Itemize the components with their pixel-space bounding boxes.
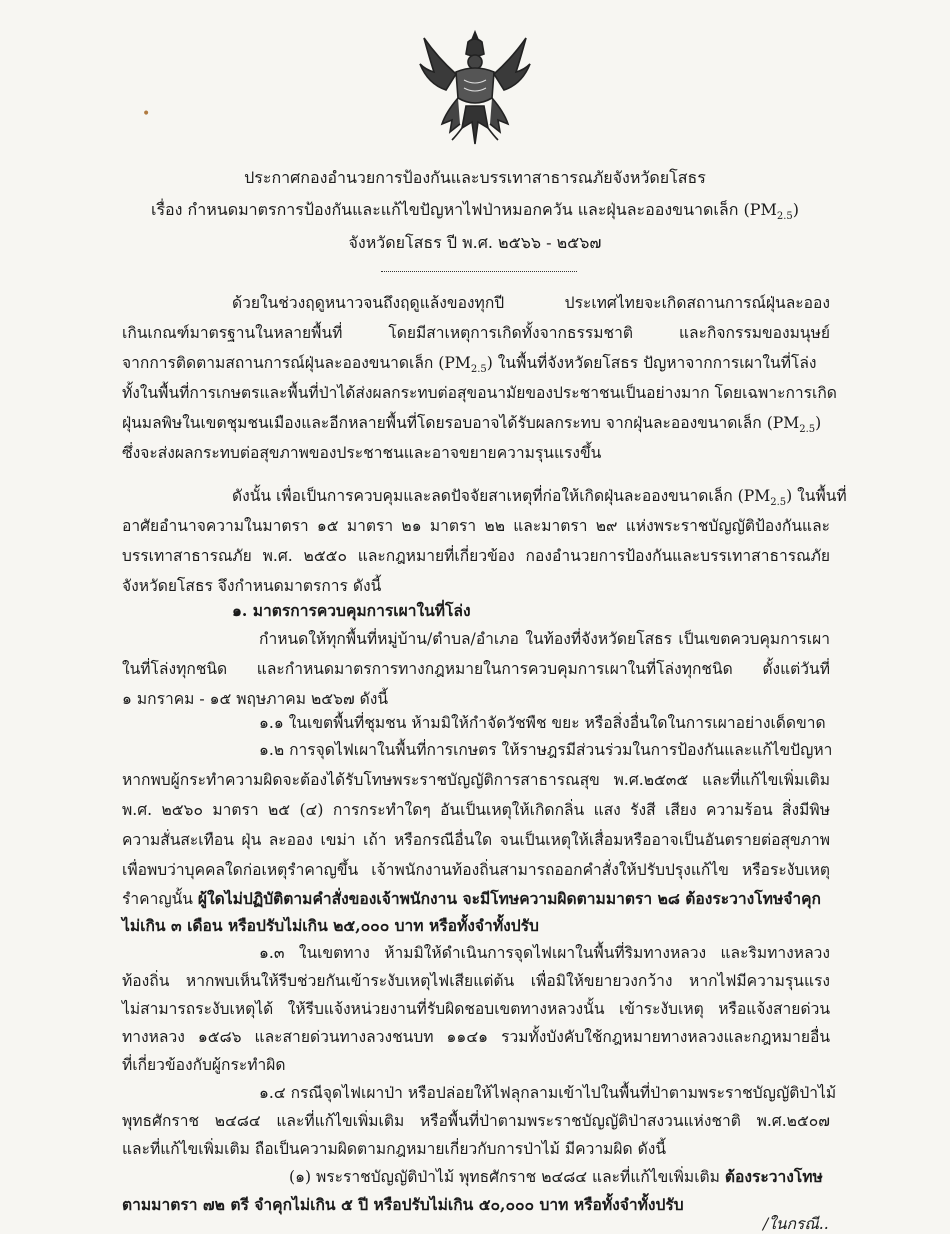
clause-1-4-1-line: (๑) พระราชบัญญัติป่าไม้ พุทธศักราช ๒๔๘๔ และที่แก้ไขเพิ่มเติม ต้องระวางโทษ [289, 1167, 823, 1186]
clause-1-2-line: ไม่เกิน ๓ เดือน หรือปรับไม่เกิน ๒๕,๐๐๐ บาท หรือทั้งจำทั้งปรับ [122, 916, 539, 935]
garuda-emblem [416, 28, 534, 150]
p1-line: ฝุ่นมลพิษในเขตชุมชนเมืองและอีกหลายพื้นที่โดยรอบอาจได้รับผลกระทบ จากฝุ่นละอองขนาดเล็ก $(PM_{2.5})$ [122, 414, 822, 436]
section-1-heading: ๑. มาตรการควบคุมการเผาในที่โล่ง [232, 601, 471, 620]
dotted-divider [381, 271, 577, 272]
p1-line: ทั้งในพื้นที่การเกษตรและพื้นที่ป่าได้ส่งผลกระทบต่อสุขอนามัยของประชาชนเป็นอย่างมาก โดยเฉพาะการเกิด [122, 384, 837, 402]
p1-line: จากการติดตามสถานการณ์ฝุ่นละอองขนาดเล็ก $(PM_{2.5})$ ในพื้นที่จังหวัดยโสธร ปัญหาจากการเผาในที่โล่ง [122, 354, 817, 376]
p1-line: ซึ่งจะส่งผลกระทบต่อสุขภาพของประชาชนและอาจขยายความรุนแรงขึ้น [122, 444, 602, 462]
clause-1-2-line: หากพบผู้กระทำความผิดจะต้องได้รับโทษพระราชบัญญัติการสาธารณสุข พ.ศ.๒๕๓๕ และที่แก้ไขเพิ่มเติม [122, 771, 830, 789]
org-title: ประกาศกองอำนวยการป้องกันและบรรเทาสาธารณภัยจังหวัดยโสธร [244, 168, 706, 187]
clause-1-4-line: พุทธศักราช ๒๔๘๔ และที่แก้ไขเพิ่มเติม หรือพื้นที่ป่าตามพระราชบัญญัติป่าสงวนแห่งชาติ พ.ศ.๒๕๐๗ [122, 1112, 830, 1130]
p2-line: อาศัยอำนาจความในมาตรา ๑๕ มาตรา ๒๑ มาตรา ๒๒ และมาตรา ๒๙ แห่งพระราชบัญญัติป้องกันและ [122, 517, 830, 535]
paper-speck: • [142, 106, 151, 122]
clause-1-2-line: ๑.๒ การจุดไฟเผาในพื้นที่การเกษตร ให้ราษฎรมีส่วนร่วมในการป้องกันและแก้ไขปัญหา [259, 741, 833, 759]
year-title: จังหวัดยโสธร ปี พ.ศ. ๒๕๖๖ - ๒๕๖๗ [348, 233, 602, 252]
p2-line: บรรเทาสาธารณภัย พ.ศ. ๒๕๕๐ และกฎหมายที่เกี่ยวข้อง กองอำนวยการป้องกันและบรรเทาสาธารณภัย [122, 547, 830, 565]
clause-1-3-line: ๑.๓ ในเขตทาง ห้ามมิให้ดำเนินการจุดไฟเผาในพื้นที่ริมทางหลวง และริมทางหลวง [259, 944, 830, 962]
subject-title: เรื่อง กำหนดมาตรการป้องกันและแก้ไขปัญหาไฟป่าหมอกควัน และฝุ่นละอองขนาดเล็ก $(PM_{2.5})$ [150, 200, 800, 223]
clause-1-2-line: รำคาญนั้น ผู้ใดไม่ปฏิบัติตามคำสั่งของเจ้าพนักงาน จะมีโทษความผิดตามมาตรา ๒๘ ต้องระวางโทษจำคุก [122, 889, 821, 908]
clause-1-1: ๑.๑ ในเขตพื้นที่ชุมชน ห้ามมิให้กำจัดวัชพืช ขยะ หรือสิ่งอื่นใดในการเผาอย่างเด็ดขาด [259, 714, 826, 732]
s1-line: ในที่โล่งทุกชนิด และกำหนดมาตรการทางกฎหมายในการควบคุมการเผาในที่โล่งทุกชนิด ตั้งแต่วันที่ [122, 660, 830, 678]
clause-1-3-line: ไม่สามารถระงับเหตุได้ ให้รีบแจ้งหน่วยงานที่รับผิดชอบเขตทางหลวงนั้น เข้าระงับเหตุ หรือแจ้งสายด่วน [122, 1000, 830, 1018]
continuation-marker: /ในกรณี.. [763, 1215, 829, 1233]
clause-1-2-line: เพื่อพบว่าบุคคลใดก่อเหตุรำคาญขึ้น เจ้าพนักงานท้องถิ่นสามารถออกคำสั่งให้ปรับปรุงแก้ไข หรือระงับเหตุ [122, 861, 830, 879]
p2-line: จังหวัดยโสธร จึงกำหนดมาตรการ ดังนี้ [122, 577, 382, 595]
clause-1-3-line: ทางหลวง ๑๕๘๖ และสายด่วนทางลวงชนบท ๑๑๔๑ รวมทั้งบังคับใช้กฎหมายทางหลวงและกฎหมายอื่น [122, 1028, 830, 1046]
clause-1-2-line: ความสั่นสะเทือน ฝุ่น ละออง เขม่า เถ้า หรือกรณีอื่นใด จนเป็นเหตุให้เสื่อมหรืออาจเป็นอันตรายต่อสุขภาพ [122, 831, 830, 849]
clause-1-4-line: และที่แก้ไขเพิ่มเติม ถือเป็นความผิดตามกฎหมายเกี่ยวกับการป่าไม้ มีความผิด ดังนี้ [122, 1140, 666, 1158]
s1-line: กำหนดให้ทุกพื้นที่หมู่บ้าน/ตำบล/อำเภอ ในท้องที่จังหวัดยโสธร เป็นเขตควบคุมการเผา [259, 630, 830, 648]
s1-line: ๑ มกราคม - ๑๕ พฤษภาคม ๒๕๖๗ ดังนี้ [122, 690, 389, 708]
clause-1-4-1-line: ตามมาตรา ๗๒ ตรี จำคุกไม่เกิน ๕ ปี หรือปรับไม่เกิน ๕๐,๐๐๐ บาท หรือทั้งจำทั้งปรับ [122, 1195, 684, 1214]
clause-1-4-line: ๑.๔ กรณีจุดไฟเผาป่า หรือปล่อยให้ไฟลุกลามเข้าไปในพื้นที่ป่าตามพระราชบัญญัติป่าไม้ [259, 1084, 837, 1102]
p1-line: เกินเกณฑ์มาตรฐานในหลายพื้นที่ โดยมีสาเหตุการเกิดทั้งจากธรรมชาติ และกิจกรรมของมนุษย์ [122, 324, 830, 342]
clause-1-3-line: ที่เกี่ยวข้องกับผู้กระทำผิด [122, 1056, 286, 1074]
clause-1-3-line: ท้องถิ่น หากพบเห็นให้รีบช่วยกันเข้าระงับเหตุไฟเสียแต่ต้น เพื่อมิให้ขยายวงกว้าง หากไฟมีความรุนแรง [122, 972, 830, 990]
p2-line: ดังนั้น เพื่อเป็นการควบคุมและลดปัจจัยสาเหตุที่ก่อให้เกิดฝุ่นละอองขนาดเล็ก $(PM_{2.5})$ ในพื้นที่ [232, 487, 847, 509]
clause-1-2-line: พ.ศ. ๒๕๖๐ มาตรา ๒๕ (๔) การกระทำใดๆ อันเป็นเหตุให้เกิดกลิ่น แสง รังสี เสียง ความร้อน สิ่งมีพิษ [122, 801, 830, 819]
p1-line: ด้วยในช่วงฤดูหนาวจนถึงฤดูแล้งของทุกปี ประเทศไทยจะเกิดสถานการณ์ฝุ่นละออง [232, 294, 830, 312]
